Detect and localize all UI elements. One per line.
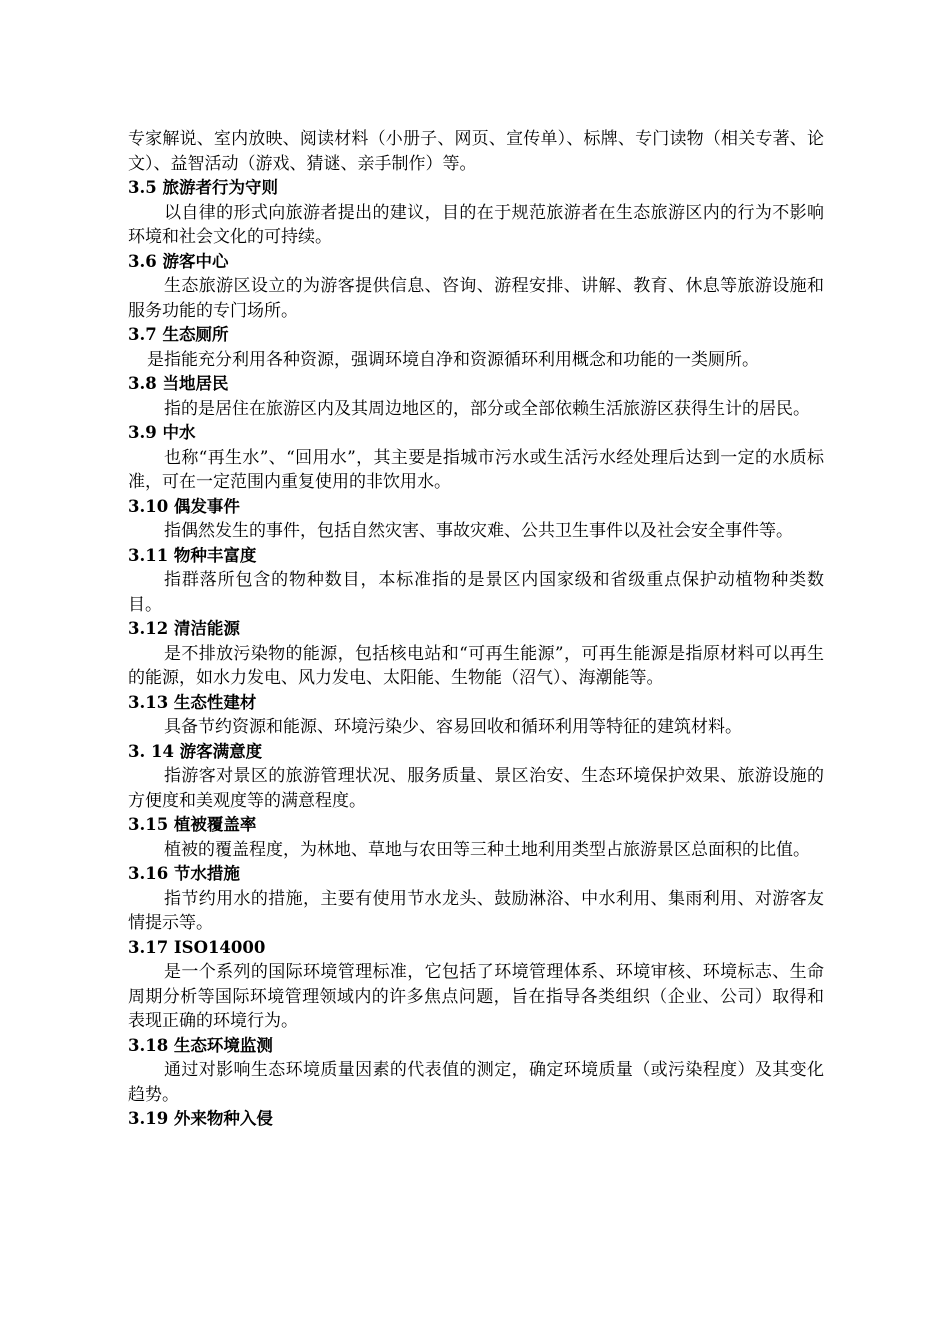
- section-body-3-17: 是一个系列的国际环境管理标准，它包括了环境管理体系、环境审核、环境标志、生命周期分析等国际环境管理领域内的许多焦点问题，旨在指导各类组织（企业、公司）取得和表现正确的环境行为。: [128, 962, 824, 1031]
- section-body-3-12: 是不排放污染物的能源，包括核电站和“可再生能源”，可再生能源是指原材料可以再生的能源，如水力发电、风力发电、太阳能、生物能（沼气）、海潮能等。: [128, 643, 824, 688]
- section-body-3-9: 也称“再生水”、“回用水”，其主要是指城市污水或生活污水经处理后达到一定的水质标准，可在一定范围内重复使用的非饮用水。: [128, 447, 824, 492]
- section-heading-3-9: 3.9 中水: [128, 423, 196, 442]
- intro-paragraph: 专家解说、室内放映、阅读材料（小册子、网页、宣传单）、标牌、专门读物（相关专著、论文）、益智活动（游戏、猜谜、亲手制作）等。: [128, 129, 824, 174]
- section-heading-3-18: 3.18 生态环境监测: [128, 1035, 273, 1055]
- section-heading-3-19: 3.19 外来物种入侵: [128, 1109, 273, 1128]
- section-heading-3-14: 3. 14 游客满意度: [128, 741, 263, 761]
- section-heading-3-15: 3.15 植被覆盖率: [128, 815, 257, 834]
- section-body-3-11: 指群落所包含的物种数目，本标准指的是景区内国家级和省级重点保护动植物种类数目。: [128, 570, 824, 615]
- section-heading-3-8: 3.8 当地居民: [128, 374, 229, 393]
- section-body-3-14: 指游客对景区的旅游管理状况、服务质量、景区治安、生态环境保护效果、旅游设施的方便度和美观度等的满意程度。: [128, 766, 824, 811]
- section-body-3-7: 是指能充分利用各种资源，强调环境自净和资源循环利用概念和功能的一类厕所。: [147, 349, 759, 370]
- section-heading-3-12: 3.12 清洁能源: [128, 619, 240, 638]
- section-heading-3-6: 3.6 游客中心: [128, 251, 229, 271]
- section-heading-3-17: 3.17 ISO14000: [128, 937, 266, 957]
- section-body-3-15: 植被的覆盖程度，为林地、草地与农田等三种土地利用类型占旅游景区总面积的比值。: [164, 839, 810, 860]
- section-heading-3-10: 3.10 偶发事件: [128, 496, 240, 516]
- section-body-3-8: 指的是居住在旅游区内及其周边地区的，部分或全部依赖生活旅游区获得生计的居民。: [164, 398, 810, 419]
- section-heading-3-13: 3.13 生态性建材: [128, 692, 257, 712]
- section-body-3-13: 具备节约资源和能源、环境污染少、容易回收和循环利用等特征的建筑材料。: [164, 717, 742, 737]
- document-page: [128, 127, 824, 1132]
- section-heading-3-7: 3.7 生态厕所: [128, 325, 229, 344]
- section-heading-3-11: 3.11 物种丰富度: [128, 545, 257, 565]
- section-heading-3-5: 3.5 旅游者行为守则: [128, 178, 278, 197]
- section-body-3-10: 指偶然发生的事件，包括自然灾害、事故灾难、公共卫生事件以及社会安全事件等。: [164, 521, 793, 541]
- section-heading-3-16: 3.16 节水措施: [128, 864, 240, 883]
- section-body-3-18: 通过对影响生态环境质量因素的代表值的测定，确定环境质量（或污染程度）及其变化趋势。: [128, 1060, 824, 1105]
- section-body-3-5: 以自律的形式向旅游者提出的建议，目的在于规范旅游者在生态旅游区内的行为不影响环境和社会文化的可持续。: [128, 202, 824, 247]
- section-body-3-6: 生态旅游区设立的为游客提供信息、咨询、游程安排、讲解、教育、休息等旅游设施和服务功能的专门场所。: [128, 276, 824, 321]
- section-body-3-16: 指节约用水的措施，主要有使用节水龙头、鼓励淋浴、中水利用、集雨利用、对游客友情提示等。: [128, 888, 824, 933]
